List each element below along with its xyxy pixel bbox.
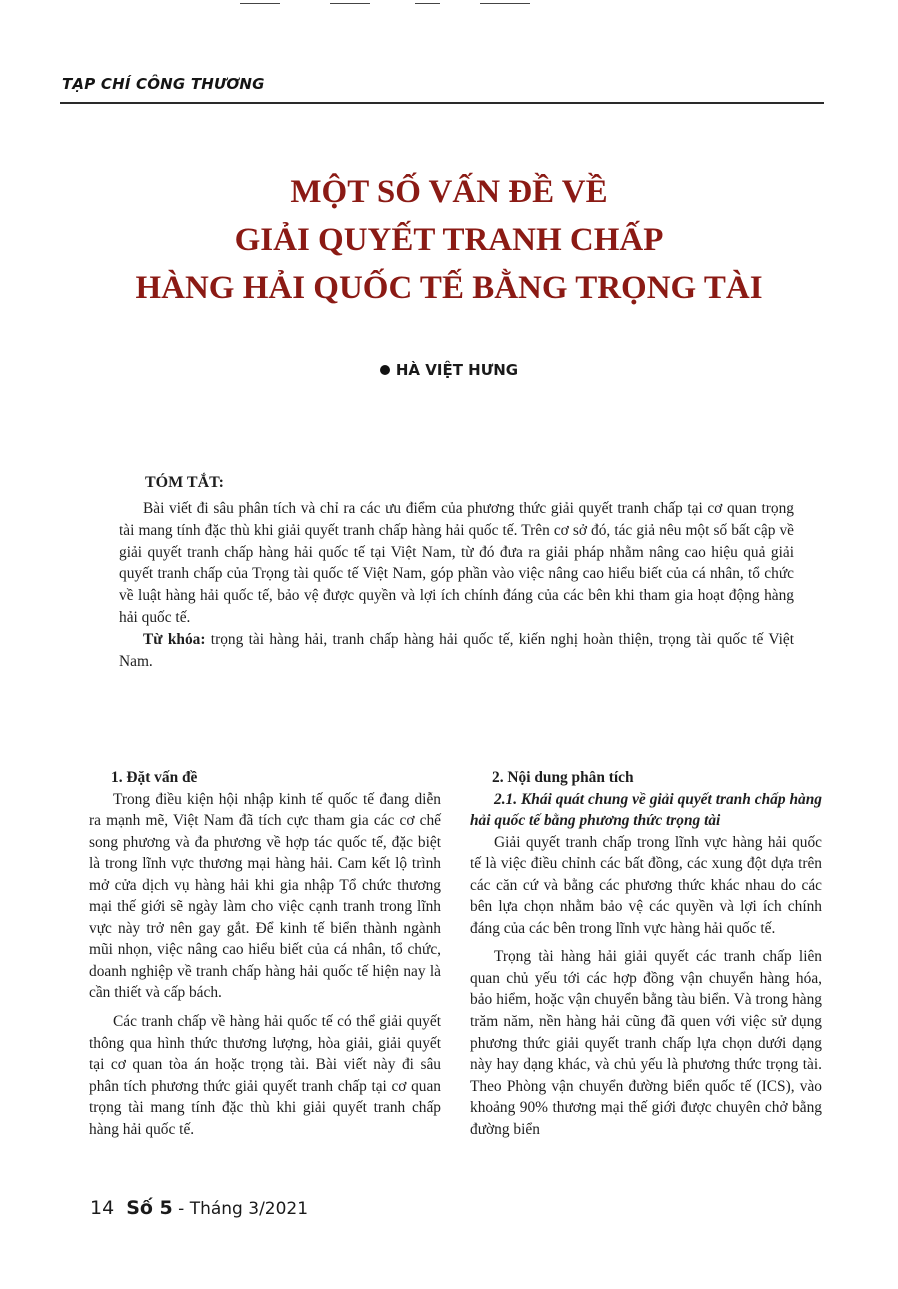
issue-number: Số 5 bbox=[126, 1197, 173, 1219]
page-footer bbox=[90, 1197, 308, 1219]
abstract-body: Bài viết đi sâu phân tích và chỉ ra các ưu điểm của phương thức giải quyết tranh chấp tại cơ quan trọng tài mang tính đặc thù khi giải quyết tranh chấp hàng hải quốc tế. Trên cơ sở đó, tác giả nêu một số bất cập về giải quyết tranh chấp hàng hải quốc tế tại Việt Nam, từ đó đưa ra giải pháp nhằm nâng cao hiệu quả giải quyết tranh chấp của Trọng tài quốc tế Việt Nam, góp phần vào việc nâng cao hiểu biết của cá nhân, tổ chức về luật hàng hải quốc tế, bảo vệ được quyền và lợi ích chính đáng của các bên khi tham gia hoạt động hàng hải quốc tế. bbox=[119, 500, 794, 626]
section-heading: 2. Nội dung phân tích bbox=[492, 769, 634, 786]
top-decorative-rules bbox=[240, 3, 600, 5]
paragraph: Giải quyết tranh chấp trong lĩnh vực hàng hải quốc tế là việc điều chỉnh các bất đồng, các xung đột dựa trên các căn cứ và bằng các phương thức khác nhau do các bên lựa chọn nhằm bảo vệ các quyền và lợi ích chính đáng của các bên trong lĩnh vực hàng hải quốc tế. bbox=[470, 833, 822, 937]
journal-name: TẠP CHÍ CÔNG THƯƠNG bbox=[62, 75, 265, 93]
keywords-label: Từ khóa: bbox=[143, 630, 206, 648]
header-rule bbox=[60, 102, 824, 104]
abstract-heading: TÓM TẮT: bbox=[145, 474, 224, 491]
paragraph: Trọng tài hàng hải giải quyết các tranh chấp liên quan chủ yếu tới các hợp đồng vận chuyển hàng hóa, bảo hiểm, hoặc vận chuyển bằng tàu biển. Và trong hàng trăm năm, nền hàng hải cũng đã quen với việc sử dụng phương thức giải quyết tranh chấp lựa chọn dưới dạng này hay dạng khác, và chủ yếu là phương thức trọng tài. Theo Phòng vận chuyển đường biển quốc tế (ICS), vào khoảng 90% thương mại thế giới được chuyên chở bằng đường biển bbox=[470, 948, 822, 1138]
issue-date: - Tháng 3/2021 bbox=[172, 1199, 309, 1219]
bullet-icon bbox=[380, 365, 390, 375]
author-name: HÀ VIỆT HƯNG bbox=[395, 361, 519, 379]
page-number: 14 bbox=[90, 1197, 115, 1219]
paragraph: Trong điều kiện hội nhập kinh tế quốc tế đang diễn ra mạnh mẽ, Việt Nam đã tích cực tham gia các cơ chế song phương và đa phương về hợp tác quốc tế, đặc biệt là trong lĩnh vực thương mại hàng hải. Cam kết lộ trình mở cửa dịch vụ hàng hải khi gia nhập Tổ chức thương mại thế giới sẽ ngày làm cho việc cạnh tranh trong lĩnh vực này trở nên gay gắt. Để kinh tế biển thành ngành mũi nhọn, việc nâng cao hiểu biết của cá nhân, tổ chức, doanh nghiệp về tranh chấp hàng hải quốc tế hiện nay là cần thiết và cấp bách. bbox=[89, 790, 441, 1002]
right-column bbox=[470, 767, 822, 1140]
author-line bbox=[0, 361, 898, 379]
title-line: HÀNG HẢI QUỐC TẾ BẰNG TRỌNG TÀI bbox=[135, 270, 763, 306]
section-heading: 1. Đặt vấn đề bbox=[111, 769, 198, 786]
keywords bbox=[119, 629, 794, 673]
abstract bbox=[119, 474, 794, 672]
paragraph: Các tranh chấp về hàng hải quốc tế có thể giải quyết thông qua hình thức thương lượng, hòa giải, giải quyết tại cơ quan tòa án hoặc trọng tài. Bài viết này đi sâu phân tích phương thức giải quyết tranh chấp tại cơ quan trọng tài mang tính đặc thù khi giải quyết tranh chấp hàng hải quốc tế. bbox=[89, 1013, 441, 1138]
title-line: MỘT SỐ VẤN ĐỀ VỀ bbox=[290, 174, 608, 210]
subsection-heading: 2.1. Khái quát chung về giải quyết tranh chấp hàng hải quốc tế bằng phương thức trọng tài bbox=[470, 790, 822, 830]
title-line: GIẢI QUYẾT TRANH CHẤP bbox=[234, 222, 664, 258]
keywords-text: trọng tài hàng hải, tranh chấp hàng hải quốc tế, kiến nghị hoàn thiện, trọng tài quốc tế Việt Nam. bbox=[119, 630, 794, 670]
left-column bbox=[89, 767, 441, 1140]
article-title bbox=[60, 168, 838, 312]
